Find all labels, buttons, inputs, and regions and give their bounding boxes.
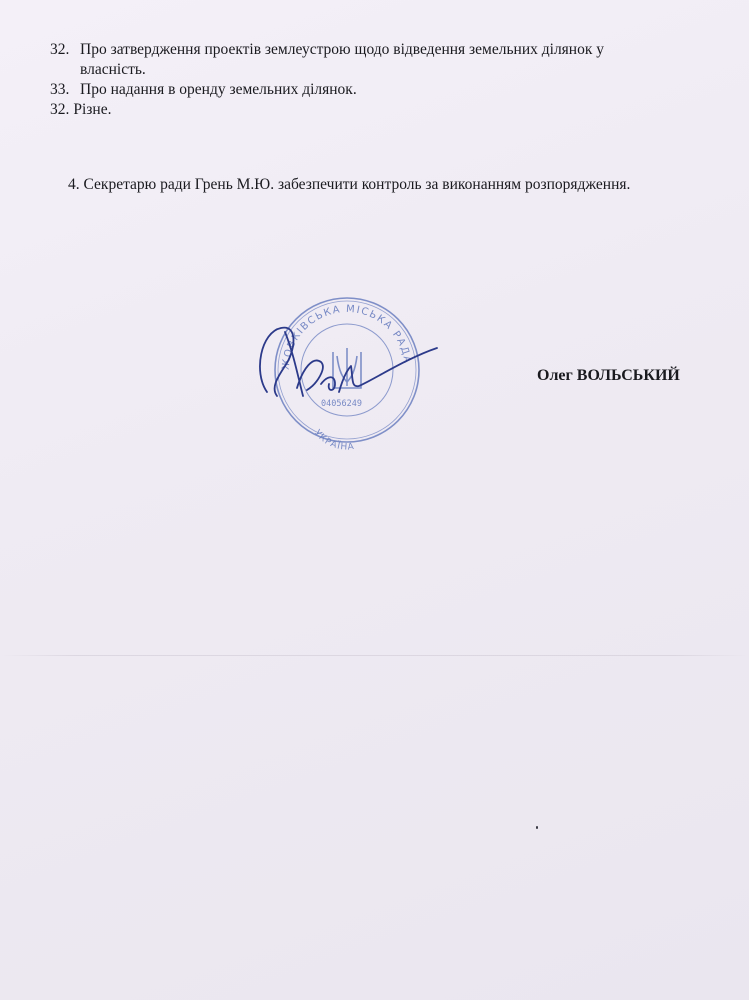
list-item — [50, 80, 710, 100]
item-number: 32. — [50, 101, 70, 118]
stamp-outer-text: ЖОВКІВСЬКА МІСЬКА РАДА — [280, 303, 413, 371]
list-item — [50, 40, 710, 60]
agenda-list — [50, 40, 710, 120]
item-text: Різне. — [73, 101, 112, 118]
paper-speck — [536, 826, 538, 829]
signer-name: Олег ВОЛЬСЬКИЙ — [537, 367, 680, 384]
official-stamp-with-signature — [247, 292, 447, 452]
item-number: 33. — [50, 81, 70, 98]
item-number: 32. — [50, 41, 70, 58]
item-text-continuation: власність. — [80, 61, 146, 78]
svg-text:04056249: 04056249 — [321, 399, 362, 409]
paper-fold-line — [0, 655, 749, 656]
instruction-paragraph: 4. Секретарю ради Грень М.Ю. забезпечити контроль за виконанням розпорядження. — [68, 176, 631, 193]
svg-text:УКРАЇНА: УКРАЇНА — [311, 428, 356, 452]
item-text: Про надання в оренду земельних ділянок. — [80, 81, 357, 98]
item-text: Про затвердження проектів землеустрою щодо відведення земельних ділянок у — [80, 41, 605, 58]
list-item — [50, 100, 710, 120]
